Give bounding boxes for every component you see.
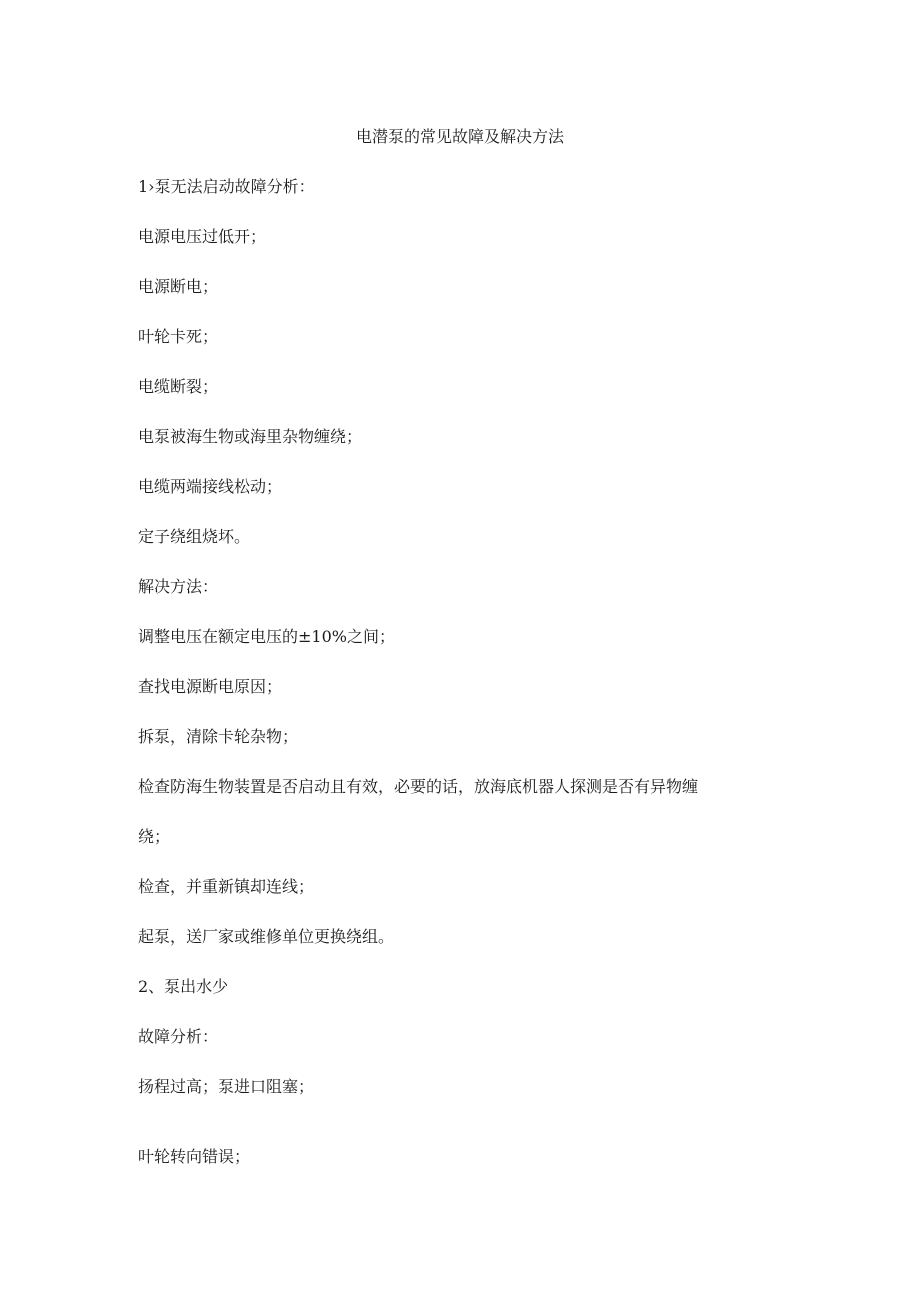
- paragraph-line: 电缆断裂；: [138, 377, 219, 396]
- paragraph-line: 查找电源断电原因；: [138, 677, 283, 696]
- section-1-heading: 1›泵无法启动故障分析：: [138, 177, 315, 196]
- paragraph-line: 拆泵，清除卡轮杂物；: [138, 727, 299, 746]
- solution-heading: 解决方法：: [138, 577, 219, 596]
- document-title: 电潜泵的常见故障及解决方法: [355, 127, 564, 146]
- paragraph-line: 叶轮卡死；: [138, 327, 219, 346]
- paragraph-line: 叶轮转向错误；: [138, 1147, 251, 1166]
- paragraph-line: 检查防海生物装置是否启动且有效，必要的话，放海底机器人探测是否有异物缠: [138, 777, 699, 796]
- paragraph-line: 电泵被海生物或海里杂物缠绕；: [138, 427, 363, 446]
- paragraph-line: 调整电压在额定电压的±10%之间；: [138, 627, 395, 646]
- paragraph-line: 检查，并重新镇却连线；: [138, 877, 315, 896]
- paragraph-line: 起泵，送厂家或维修单位更换绕组。: [138, 927, 395, 946]
- paragraph-line: 电源断电；: [138, 277, 219, 296]
- paragraph-line: 定子绕组烧坏。: [138, 527, 251, 546]
- section-2-heading: 2、泵出水少: [138, 977, 229, 996]
- paragraph-line: 电缆两端接线松动；: [138, 477, 283, 496]
- paragraph-line: 扬程过高；泵进口阻塞；: [138, 1077, 315, 1096]
- fault-analysis-heading: 故障分析：: [138, 1027, 219, 1046]
- paragraph-line: 绕；: [138, 827, 171, 846]
- paragraph-line: 电源电压过低开；: [138, 227, 267, 246]
